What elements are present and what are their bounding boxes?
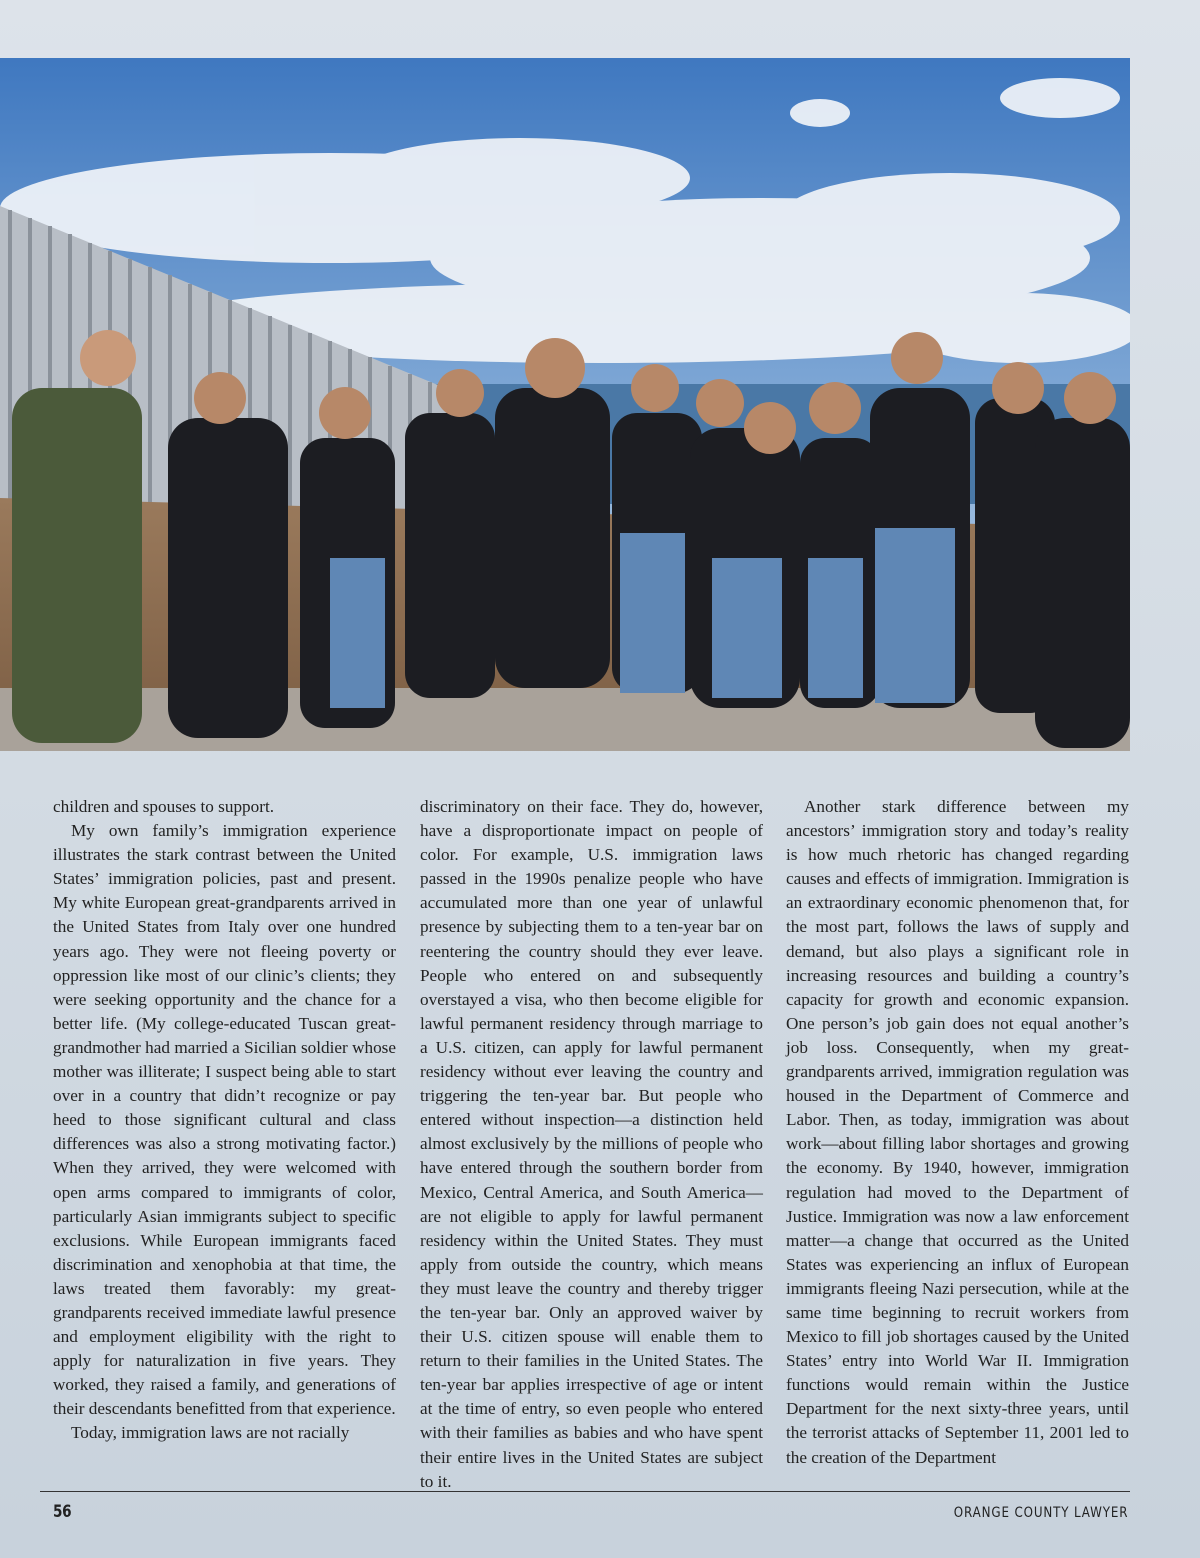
article-column-1: [53, 795, 396, 1446]
article-column-3: [786, 795, 1129, 1470]
footer-rule: [40, 1491, 1130, 1492]
page-number: 56: [53, 1502, 72, 1522]
article-paragraph: My own family’s immigration experience illustrates the stark contrast between the United States’ immigration policies, past and present. My white European great-grandparents arrived in the United States from Italy over one hundred years ago. They were not fleeing poverty or oppression like most of our clinic’s clients; they were seeking opportunity and the chance for a better life. (My college-educated Tuscan great-grandmother had married a Sicilian soldier whose mother was illiterate; I suspect being able to start over in a country that didn’t recognize or pay heed to those significant cultural and class differences was also a strong motivating factor.) When they arrived, they were welcomed with open arms compared to immigrants of color, particularly Asian immigrants subject to specific exclusions. While European immigrants faced discrimination and xenophobia at that time, the laws treated them favorably: my great-grandparents received immediate lawful presence and employment eligibility with the right to apply for naturalization in five years. They worked, they raised a family, and generations of their descendants benefitted from that experience.: [53, 821, 396, 1419]
article-paragraph: Another stark difference between my ancestors’ immigration story and today’s reality is how much rhetoric has changed regarding causes and effects of immigration. Immigration is an extraordinary economic phenomenon that, for the most part, follows the laws of supply and demand, but also plays a significant role in increasing resources and building a country’s capacity for growth and economic expansion. One person’s job gain does not equal another’s job loss. Consequently, when my great-grandparents arrived, immigration regulation was housed in the Department of Commerce and Labor. Then, as today, immigration was about work—about filling labor shortages and growing the economy. By 1940, however, immigration regulation had moved to the Department of Justice. Immigration was now a law enforcement matter—a change that occurred as the United States was experiencing an influx of European immigrants fleeing Nazi persecution, while at the same time beginning to recruit workers from Mexico to fill job shortages caused by the United States’ entry into World War II. Immigration functions would remain within the Justice Department for the next sixty-three years, until the terrorist attacks of September 11, 2001 led to the creation of the Department: [786, 797, 1129, 1467]
article-paragraph: children and spouses to support.: [53, 797, 275, 816]
article-paragraph: discriminatory on their face. They do, however, have a disproportionate impact on people of color. For example, U.S. immigration laws passed in the 1990s penalize people who have accumulated more than one year of unlawful presence by subjecting them to a ten-year bar on reentering the country should they ever leave. People who entered on and subsequently overstayed a visa, who then become eligible for lawful permanent residency through marriage to a U.S. citizen, can apply for lawful permanent residency without ever leaving the country and triggering the ten-year bar. But people who entered without inspection—a distinction held almost exclusively by the millions of people who have entered through the southern border from Mexico, Central America, and South America—are not eligible to apply for lawful permanent residency within the United States. They must apply from outside the country, which means they must leave the country and thereby trigger the ten-year bar. Only an approved waiver by their U.S. citizen spouse will enable them to return to their families in the United States. The ten-year bar applies irrespective of age or intent at the time of entry, so even people who entered with their families as babies and who have spent their entire lives in the United States are subject to it.: [420, 797, 763, 1491]
article-column-2: [420, 795, 763, 1494]
group-photo-illustration: [0, 58, 1130, 751]
group-photo: [0, 58, 1130, 751]
article-paragraph: Today, immigration laws are not racially: [71, 1423, 350, 1443]
publication-name: ORANGE COUNTY LAWYER: [953, 1505, 1128, 1521]
